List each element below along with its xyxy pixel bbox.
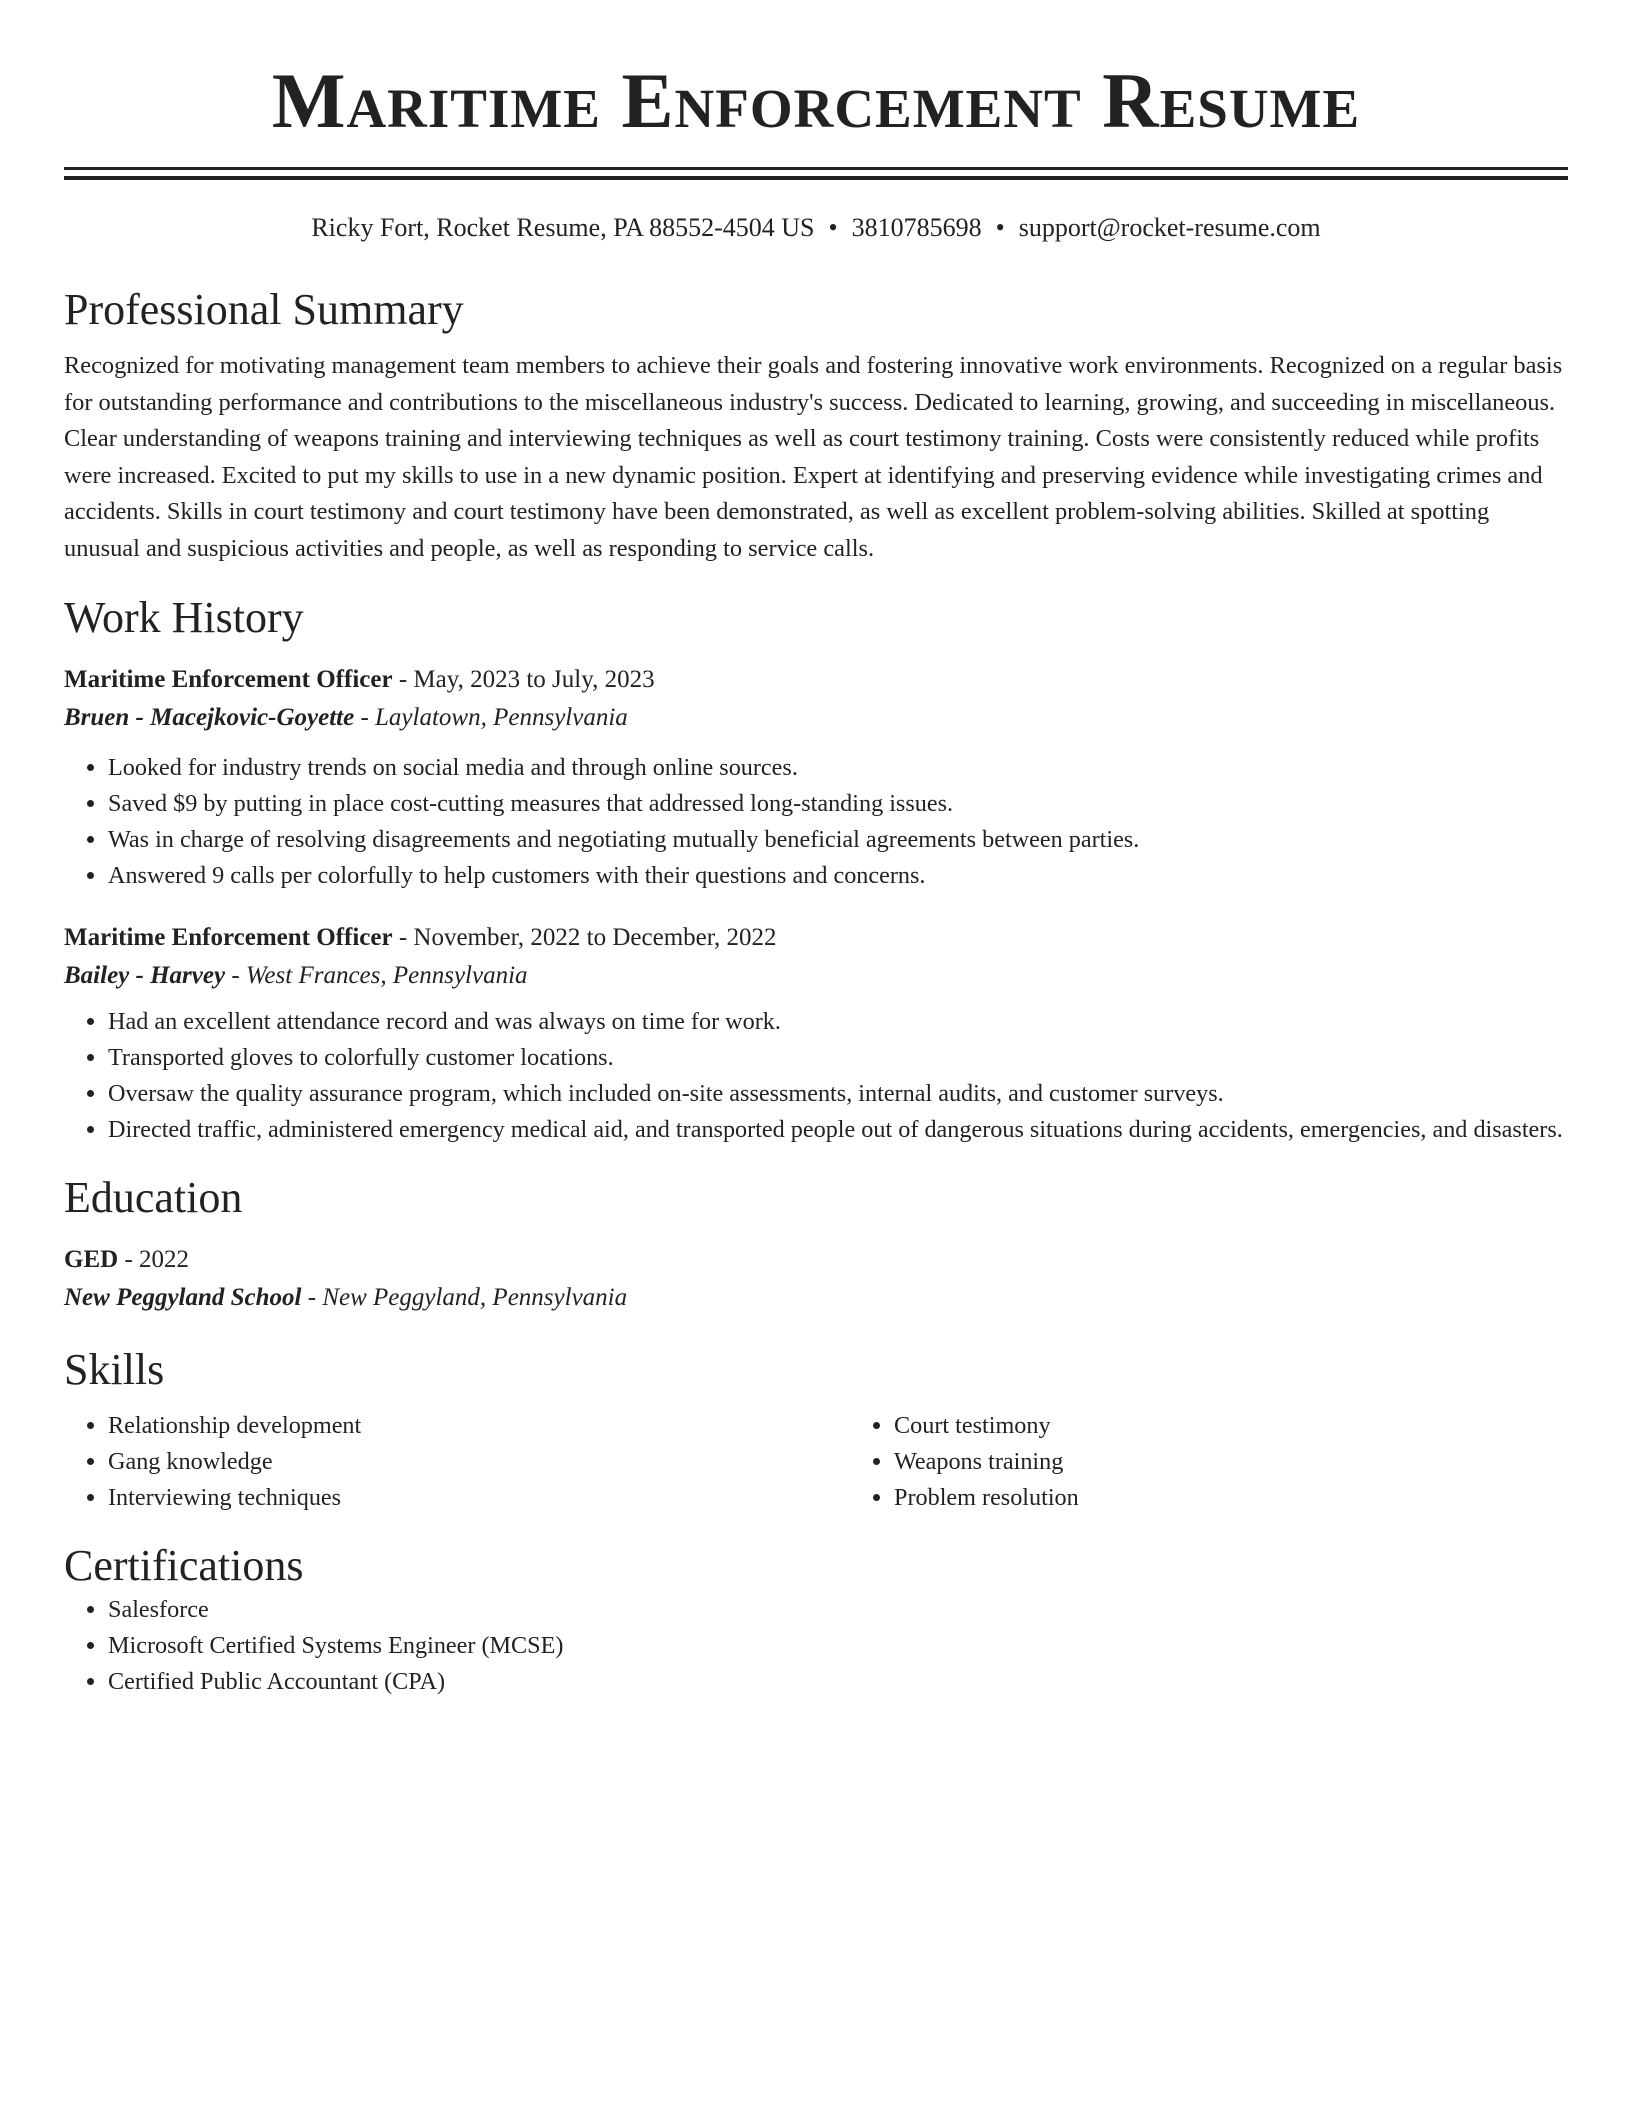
education-location: - New Peggyland, Pennsylvania [301,1283,628,1311]
education-school: New Peggyland School [64,1283,302,1311]
title-rule-bottom [64,176,1568,180]
job-title-line [64,920,1568,956]
list-item: • Answered 9 calls per colorfully to help customers with their questions and concerns. [108,858,1568,894]
list-item: • Oversaw the quality assurance program, which included on-site assessments, internal audits, and customer surveys. [108,1076,1568,1112]
list-item: • Had an excellent attendance record and was always on time for work. [108,1004,1568,1040]
skills-grid [64,1408,1568,1516]
certifications-list [64,1592,1568,1700]
job-entry [64,920,1568,1148]
contact-phone: 3810785698 [851,213,982,242]
summary-text: Recognized for motivating management team members to achieve their goals and fostering innovative work environments. Recognized on a regular basis for outstanding performance and contributions to the miscellaneous industry's success. Dedicated to learning, growing, and succeeding in miscellaneous. Clear understanding of weapons training and interviewing techniques as well as court testimony training. Costs were consistently reduced while profits were increased. Excited to put my skills to use in a new dynamic position. Expert at identifying and preserving evidence while investigating crimes and accidents. Skills in court testimony and court testimony have been demonstrated, as well as excellent problem-solving abilities. Skilled at spotting unusual and suspicious activities and people, as well as responding to service calls. [64,352,1563,562]
list-item: • Was in charge of resolving disagreements and negotiating mutually beneficial agreements between parties. [108,822,1568,858]
job-entry [64,662,1568,894]
list-item: • Gang knowledge [108,1444,850,1480]
list-item: • Certified Public Accountant (CPA) [108,1664,1568,1700]
work-history-heading: Work History [64,592,304,642]
title-rule-top [64,167,1568,170]
education-entry [64,1242,1568,1318]
contact-line [64,212,1568,244]
skills-column-left [64,1408,850,1516]
job-employer-line [64,956,1568,996]
job-employer: Bailey - Harvey [64,961,226,989]
education-school-line [64,1278,1568,1318]
list-item: • Directed traffic, administered emergency medical aid, and transported people out of dangerous situations during accidents, emergencies, and disasters. [108,1112,1568,1148]
list-item: • Problem resolution [894,1480,1632,1516]
skills-heading: Skills [64,1344,165,1394]
job-role: Maritime Enforcement Officer [64,665,393,693]
job-location: - West Frances, Pennsylvania [225,961,528,989]
list-item: • Saved $9 by putting in place cost-cutting measures that addressed long-standing issues. [108,786,1568,822]
job-employer-line [64,698,1568,738]
certifications-heading: Certifications [64,1540,304,1590]
list-item: • Court testimony [894,1408,1632,1444]
job-title-line [64,662,1568,698]
contact-separator: • [995,213,1005,242]
list-item: • Looked for industry trends on social media and through online sources. [108,750,1568,786]
contact-email: support@rocket-resume.com [1018,213,1321,242]
summary-heading: Professional Summary [64,285,464,334]
education-degree-line [64,1242,1568,1278]
skills-column-right [850,1408,1632,1516]
education-heading: Education [64,1172,243,1222]
list-item: • Relationship development [108,1408,850,1444]
job-employer: Bruen - Macejkovic-Goyette [64,703,355,731]
job-dates: - May, 2023 to July, 2023 [392,665,655,693]
resume-title: Maritime Enforcement Resume [271,57,1361,144]
education-degree: GED [64,1245,119,1273]
job-role: Maritime Enforcement Officer [64,923,393,951]
job-bullets [64,750,1568,894]
list-item: • Transported gloves to colorfully customer locations. [108,1040,1568,1076]
list-item: • Weapons training [894,1444,1632,1480]
list-item: • Microsoft Certified Systems Engineer (MCSE) [108,1628,1568,1664]
contact-separator: • [828,213,838,242]
education-year: - 2022 [118,1245,190,1273]
list-item: • Salesforce [108,1592,1568,1628]
list-item: • Interviewing techniques [108,1480,850,1516]
job-location: - Laylatown, Pennsylvania [354,703,628,731]
job-dates: - November, 2022 to December, 2022 [392,923,777,951]
job-bullets [64,1004,1568,1148]
contact-address: Ricky Fort, Rocket Resume, PA 88552-4504 US [311,213,815,242]
